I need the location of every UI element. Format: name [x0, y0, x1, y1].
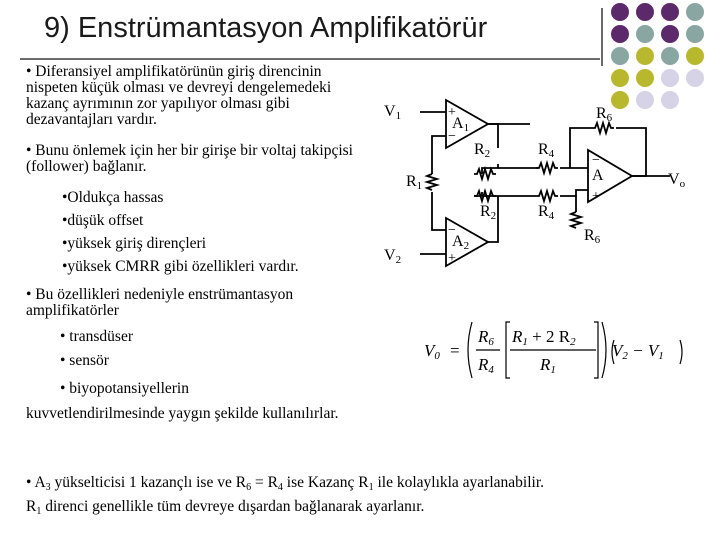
wire [560, 190, 588, 196]
dot-olive [636, 69, 654, 87]
bracket-left [506, 322, 510, 378]
list-item: • transdüser [60, 328, 134, 345]
paragraph-disadvantages: • Diferansiyel amplifikatörünün giriş direncinin nispeten küçük olması ve devreyi dengelemedeki kazanç ayrımının zor yapılıyor olması gibi dezavantajları vardır. [26, 63, 332, 128]
wire [488, 124, 498, 148]
formula-lhs: V0 [424, 341, 440, 362]
dot-purple [661, 25, 679, 43]
paragraph-follower: • Bunu önlemek için her bir girişe bir voltaj takipçisi (follower) bağlanır. [26, 142, 353, 175]
dot-teal [686, 25, 704, 43]
dot-lavender [686, 69, 704, 87]
page-title: 9) Enstrümantasyon Amplifikatörür [44, 12, 488, 44]
resistor-r4-bottom [536, 191, 558, 201]
sign-minus: − [448, 223, 456, 238]
wire [432, 136, 446, 174]
label-r1: R1 [406, 173, 423, 192]
list-item: •yüksek CMRR gibi özellikleri vardır. [62, 258, 299, 275]
paren-right [680, 340, 682, 364]
formula-den2: R1 [540, 355, 556, 376]
label-r4-top: R4 [538, 141, 555, 160]
subscript: 3 [45, 482, 51, 493]
title-divider [20, 58, 600, 60]
sign-plus: + [592, 189, 600, 204]
sign-plus: + [448, 105, 456, 120]
subscript: 4 [277, 482, 283, 493]
text-run: direnci genellikle tüm devreye dışardan bağlanarak ayarlanır. [41, 498, 425, 515]
application-list [60, 325, 189, 401]
label-v2: V2 [384, 247, 402, 266]
list-item: •Oldukça hassas [62, 189, 164, 206]
resistor-r1 [427, 174, 437, 190]
gain-formula [420, 318, 700, 382]
text-run: = R [251, 474, 278, 491]
label-a1: A1 [452, 115, 470, 134]
dot-purple [611, 25, 629, 43]
dot-purple [661, 3, 679, 21]
formula-diff: V2 − V1 [612, 341, 664, 362]
dot-teal [611, 47, 629, 65]
dot-purple [611, 3, 629, 21]
label-r2-bottom: R2 [480, 203, 497, 222]
resistor-r6-bottom [571, 212, 581, 228]
text-run: ile kolaylıkla ayarlanabilir. R [26, 474, 545, 515]
resistor-r4-top [536, 163, 558, 173]
formula-equals: = [450, 341, 460, 360]
paren-left [468, 322, 472, 378]
sign-minus: − [448, 129, 456, 144]
subscript: 1 [36, 506, 42, 517]
sign-minus: − [592, 153, 600, 168]
label-r4-bottom: R4 [538, 203, 555, 222]
dot-teal [661, 47, 679, 65]
label-a2: A2 [452, 233, 470, 252]
label-r2-top: R2 [474, 141, 491, 160]
paragraph-applications: • Bu özellikleri nedeniyle enstrümantasyon amplifikatörler [26, 286, 294, 319]
resistor-r6-top [592, 123, 614, 133]
list-item: • biyopotansiyellerin [60, 380, 189, 397]
feature-list [62, 186, 382, 278]
instrumentation-amp-circuit [370, 90, 700, 280]
paragraph-amplification: kuvvetlendirilmesinde yaygın şekilde kullanılırlar. [26, 405, 339, 422]
label-r6-bottom: R6 [584, 227, 601, 246]
sign-plus: + [448, 251, 456, 266]
list-item: •yüksek giriş dirençleri [62, 235, 207, 252]
wire [432, 192, 446, 230]
text-run: • A [26, 474, 46, 491]
wire [488, 220, 498, 242]
dot-olive [611, 69, 629, 87]
formula-den1: R4 [478, 355, 494, 376]
subscript: 6 [246, 482, 252, 493]
paren-right [602, 322, 606, 378]
formula-num2: R1 + 2 R2 [512, 327, 576, 348]
list-item: • sensör [60, 352, 109, 369]
dot-lavender [661, 69, 679, 87]
vertical-divider [601, 8, 603, 66]
dot-olive [636, 47, 654, 65]
label-vo: Vo [668, 171, 686, 190]
label-r6-top: R6 [596, 105, 613, 124]
dot-purple [636, 3, 654, 21]
label-v1: V1 [384, 103, 402, 122]
label-a3: A [592, 167, 604, 184]
paragraph-gain-note [26, 473, 546, 521]
text-run: yükselticisi 1 kazançlı ise ve R [50, 474, 247, 491]
text-run: ise Kazanç R [282, 474, 369, 491]
resistor-r2-top [474, 169, 496, 179]
formula-num1: R6 [478, 327, 494, 348]
dot-teal [686, 3, 704, 21]
dot-olive [686, 47, 704, 65]
list-item: •düşük offset [62, 212, 144, 229]
dot-teal [636, 25, 654, 43]
subscript: 1 [368, 482, 374, 493]
